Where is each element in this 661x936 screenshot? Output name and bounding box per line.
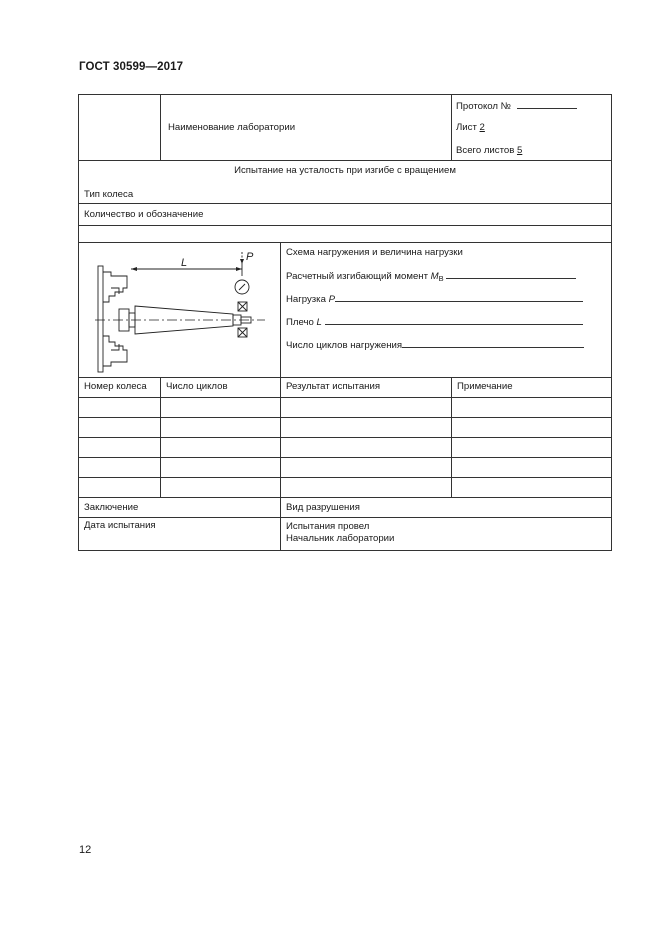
total-sheets-label: Всего листов: [456, 145, 515, 156]
protocol-number-field[interactable]: [517, 99, 577, 109]
column-header-result: Результат испытания: [286, 381, 381, 392]
load-symbol: P: [328, 294, 336, 305]
load-label: Нагрузка: [286, 294, 326, 305]
test-title: Испытание на усталость при изгибе с вращением: [234, 165, 456, 176]
scheme-title: Схема нагружения и величина нагрузки: [286, 247, 463, 258]
test-date-label: Дата испытания: [84, 520, 156, 531]
arm-symbol: L: [316, 317, 322, 328]
arm-label: Плечо: [286, 317, 314, 328]
arm-field[interactable]: [325, 315, 583, 325]
fracture-type-label: Вид разрушения: [286, 502, 360, 513]
lab-name-label: Наименование лаборатории: [168, 122, 296, 133]
sheet-value: 2: [479, 122, 485, 133]
load-row: [286, 292, 583, 306]
total-sheets-value: 5: [516, 145, 523, 156]
column-header-cycles: Число циклов: [166, 381, 228, 392]
conclusion-label: Заключение: [84, 502, 139, 513]
moment-field[interactable]: [446, 269, 576, 279]
column-header-note: Примечание: [457, 381, 513, 392]
cycles-row: [286, 338, 584, 352]
page-number: 12: [79, 844, 92, 856]
moment-symbol: M: [430, 271, 439, 282]
diagram-length-label: L: [181, 257, 188, 269]
column-header-wheel-number: Номер колеса: [84, 381, 147, 392]
lab-head-label: Начальник лаборатории: [286, 533, 395, 544]
document-header: ГОСТ 30599—2017: [79, 61, 184, 73]
sheet-label: Лист: [456, 122, 477, 133]
moment-subscript: В: [438, 274, 444, 283]
cycles-label: Число циклов нагружения: [286, 340, 403, 351]
loading-scheme-diagram: [95, 246, 275, 376]
moment-label: Расчетный изгибающий момент: [286, 271, 428, 282]
arm-row: [286, 315, 583, 329]
wheel-type-label: Тип колеса: [84, 189, 134, 200]
total-sheets-row: [456, 145, 522, 157]
cycles-field[interactable]: [402, 338, 584, 348]
load-field[interactable]: [335, 292, 583, 302]
diagram-force-label: P: [246, 251, 254, 263]
protocol-number-row: [456, 99, 577, 113]
moment-row: [286, 269, 576, 285]
sheet-row: [456, 122, 485, 134]
tested-by-label: Испытания провел: [286, 521, 370, 532]
quantity-label: Количество и обозначение: [84, 209, 204, 220]
protocol-label: Протокол №: [456, 101, 511, 112]
